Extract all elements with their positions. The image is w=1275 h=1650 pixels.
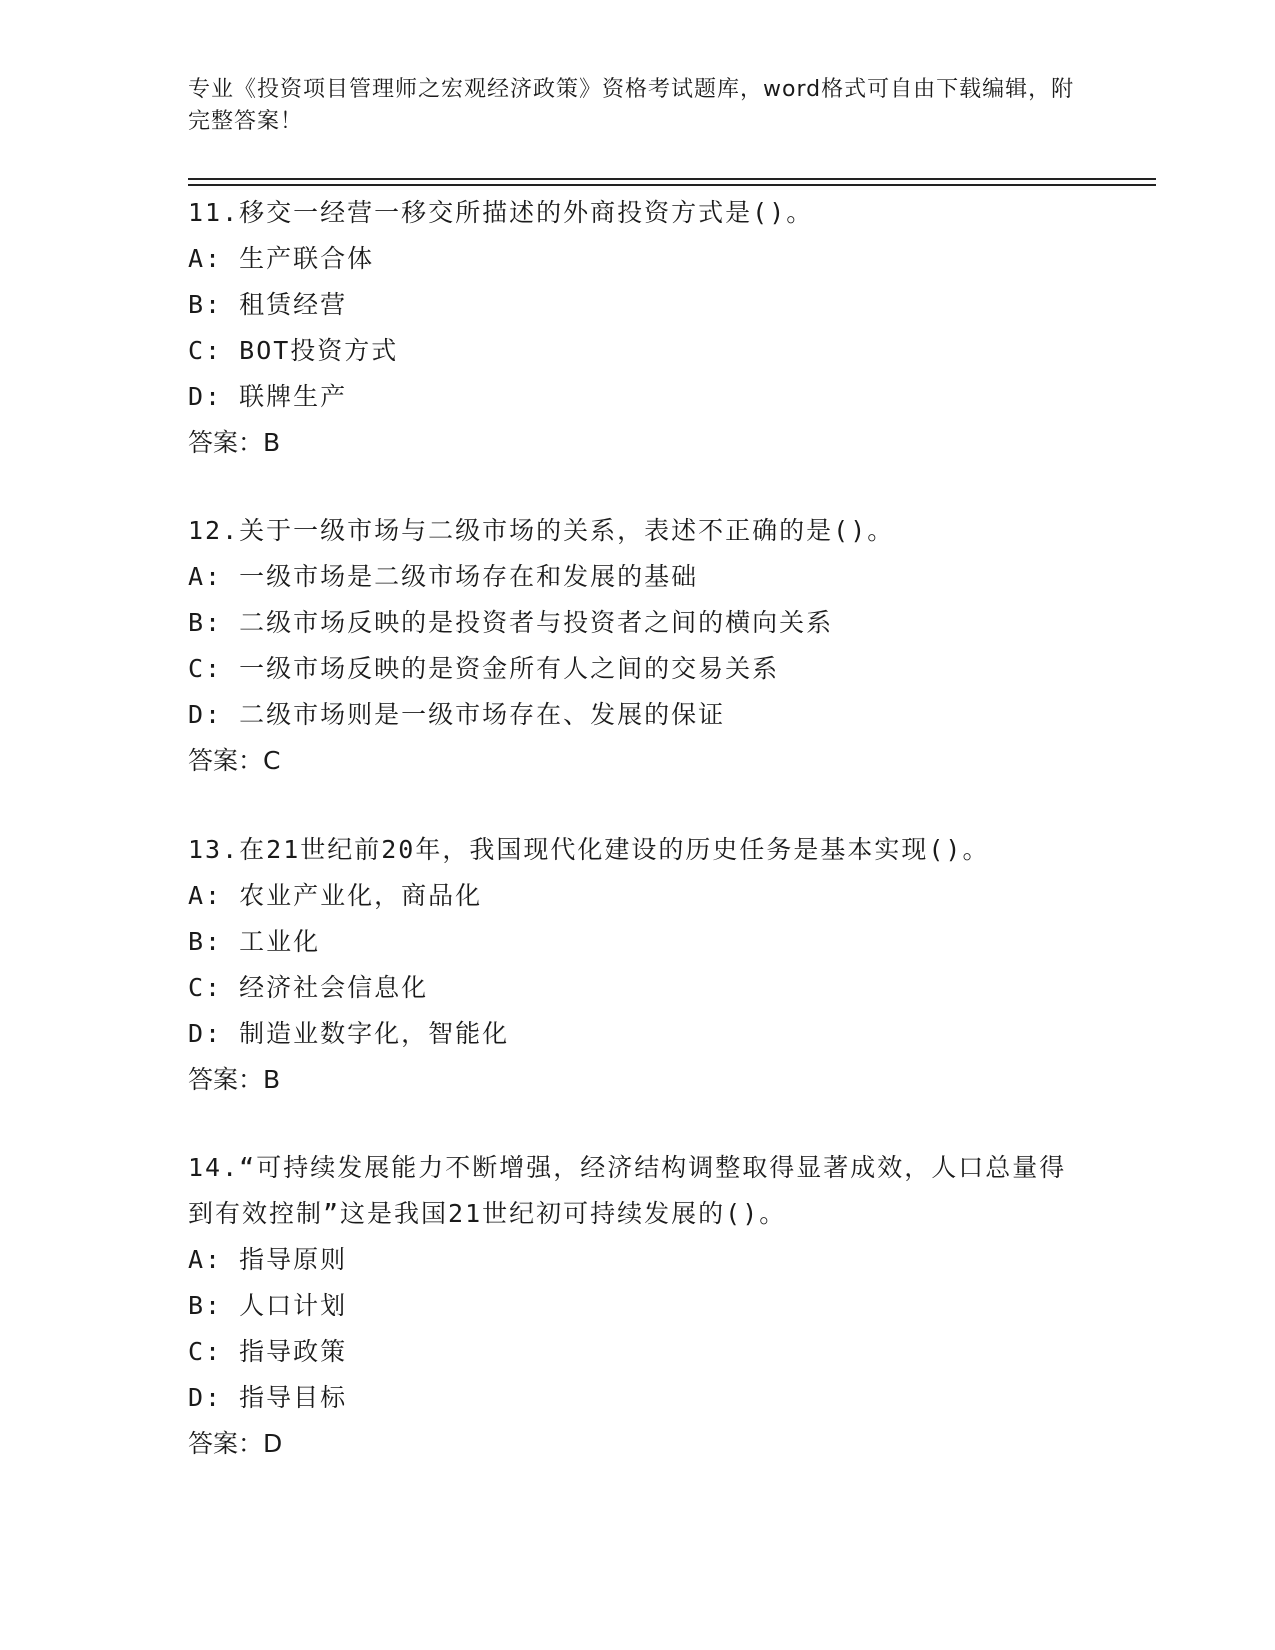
option-c: C: BOT投资方式 [188,336,399,365]
option-b: B: 人口计划 [188,1291,348,1320]
answer-line: 答案：B [188,428,281,457]
option-d: D: 联牌生产 [188,382,348,411]
option-b: B: 工业化 [188,927,321,956]
question-stem: 11.移交一经营一移交所描述的外商投资方式是()。 [188,198,814,227]
answer-line: 答案：C [188,746,281,775]
option-c: C: 经济社会信息化 [188,973,429,1002]
option-a: A: 一级市场是二级市场存在和发展的基础 [188,562,699,591]
question-11 [188,190,1088,466]
question-stem: 12.关于一级市场与二级市场的关系，表述不正确的是()。 [188,516,895,545]
answer-line: 答案：B [188,1065,281,1094]
option-b: B: 租赁经营 [188,290,348,319]
question-13 [188,827,1088,1103]
option-c: C: 指导政策 [188,1337,348,1366]
question-stem: 14.“可持续发展能力不断增强，经济结构调整取得显著成效，人口总量得到有效控制”这是我国21世纪初可持续发展的()。 [188,1153,1067,1228]
option-c: C: 一级市场反映的是资金所有人之间的交易关系 [188,654,780,683]
header-divider-top [188,178,1156,180]
answer-line: 答案：D [188,1429,283,1458]
option-d: D: 二级市场则是一级市场存在、发展的保证 [188,700,726,729]
option-b: B: 二级市场反映的是投资者与投资者之间的横向关系 [188,608,834,637]
question-14 [188,1145,1088,1467]
option-d: D: 制造业数字化，智能化 [188,1019,510,1048]
document-header: 专业《投资项目管理师之宏观经济政策》资格考试题库，word格式可自由下载编辑，附完整答案！ [188,77,1075,134]
option-a: A: 生产联合体 [188,244,375,273]
question-12 [188,508,1088,784]
question-stem: 13.在21世纪前20年，我国现代化建设的历史任务是基本实现()。 [188,835,990,864]
option-a: A: 指导原则 [188,1245,348,1274]
header-divider-bottom [188,184,1156,186]
option-a: A: 农业产业化，商品化 [188,881,483,910]
option-d: D: 指导目标 [188,1383,348,1412]
